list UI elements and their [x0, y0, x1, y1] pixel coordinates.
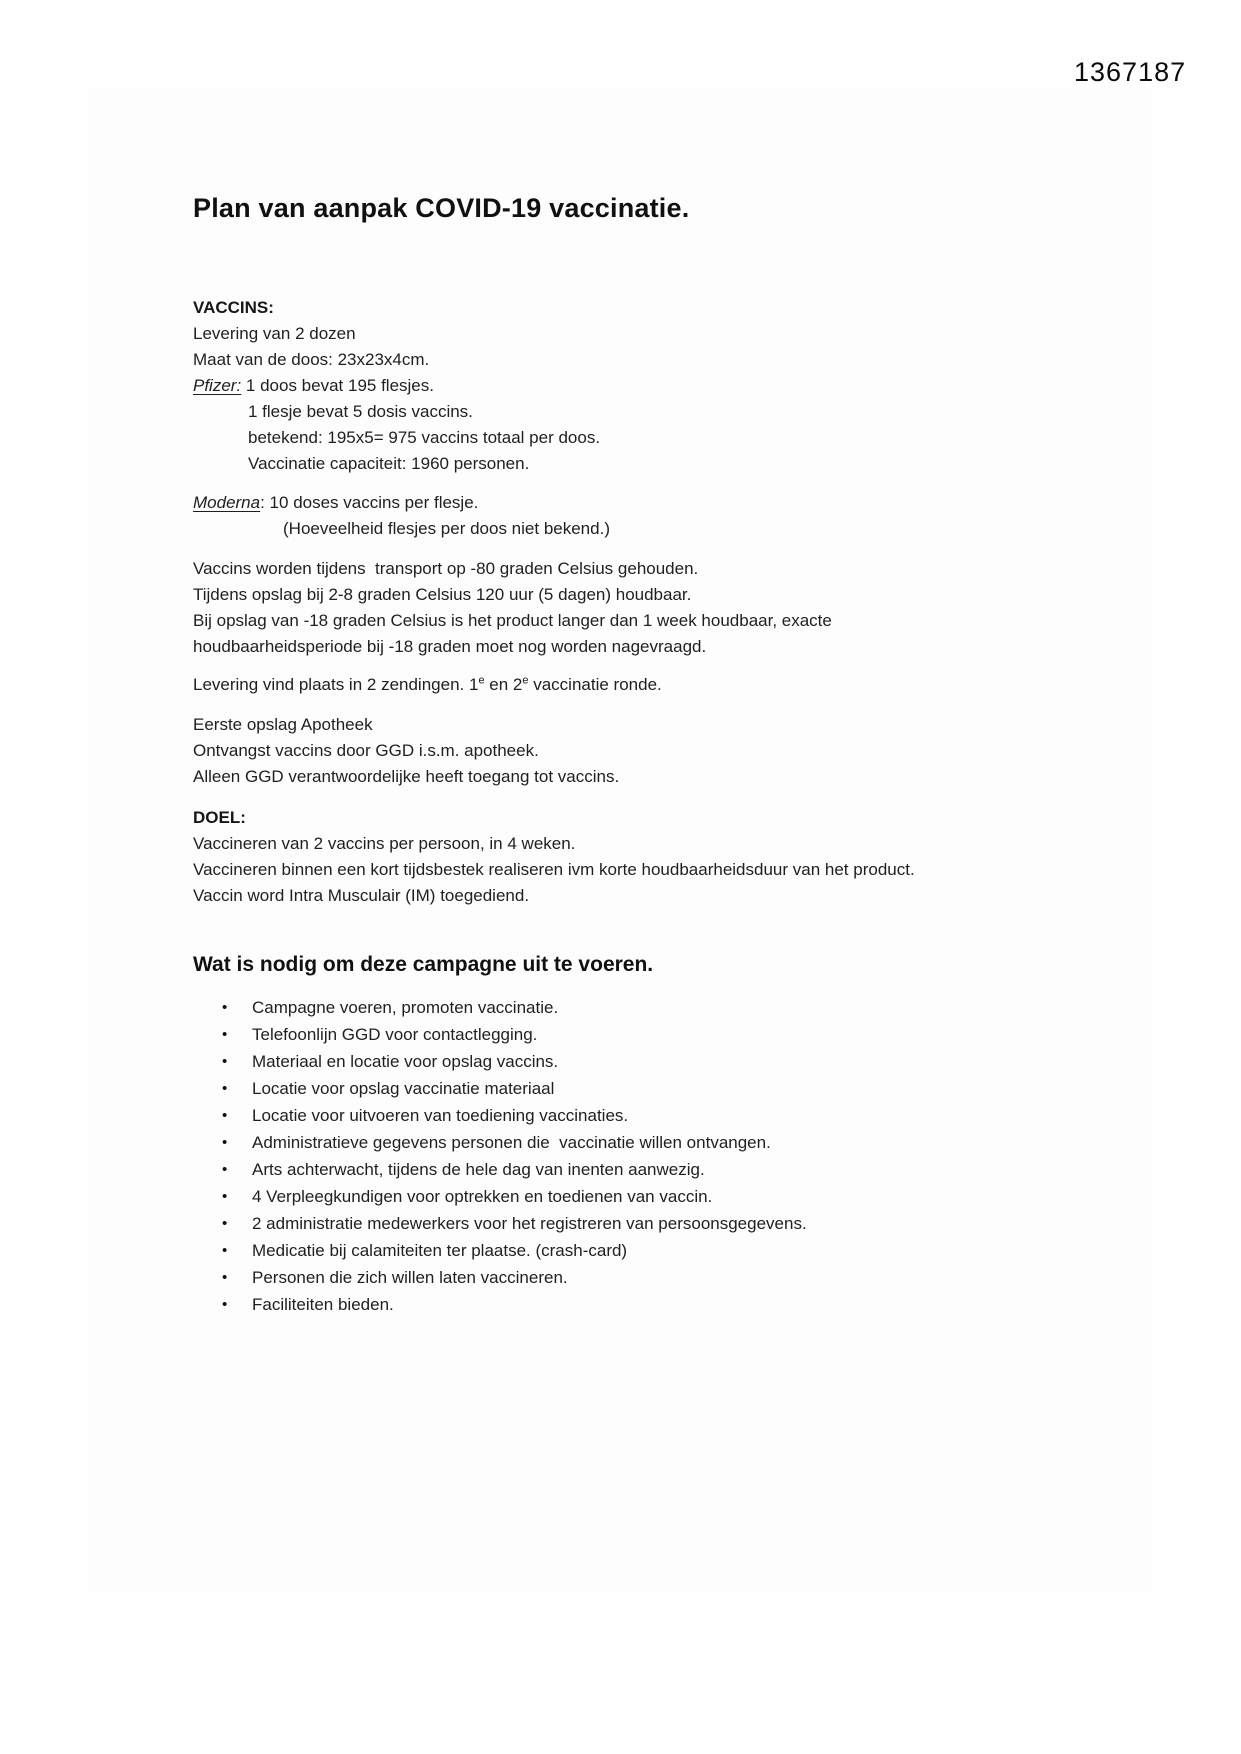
section-moderna: [193, 490, 1133, 542]
pfizer-label: Pfizer:: [193, 376, 242, 395]
delivery-text: en 2: [484, 675, 523, 694]
bullet-item: [193, 1129, 1133, 1156]
bullet-text: Locatie voor uitvoeren van toediening vaccinaties.: [252, 1106, 629, 1125]
vaccins-line: Levering van 2 dozen: [193, 324, 356, 343]
bullet-icon: •: [222, 1269, 228, 1286]
bullet-icon: •: [222, 1080, 228, 1097]
bullet-item: [193, 1156, 1133, 1183]
bullet-item: [193, 1183, 1133, 1210]
campaign-bullet-list: [193, 994, 1133, 1318]
pfizer-line: [193, 373, 1133, 399]
section-opslag: [193, 712, 1133, 790]
storage-line: Vaccins worden tijdens transport op -80 graden Celsius gehouden.: [193, 559, 699, 578]
campaign-heading: Wat is nodig om deze campagne uit te voeren.: [193, 953, 654, 976]
superscript-e: e: [522, 674, 529, 687]
moderna-label: Moderna: [193, 493, 261, 512]
delivery-text: vaccinatie ronde.: [528, 675, 662, 694]
bullet-text: Personen die zich willen laten vaccineren.: [252, 1268, 568, 1287]
bullet-text: 4 Verpleegkundigen voor optrekken en toedienen van vaccin.: [252, 1187, 713, 1206]
vaccins-heading: VACCINS:: [193, 298, 274, 317]
bullet-item: [193, 1048, 1133, 1075]
pfizer-sub-line: Vaccinatie capaciteit: 1960 personen.: [248, 454, 530, 473]
bullet-item: [193, 1264, 1133, 1291]
moderna-line: [193, 490, 1133, 516]
bullet-icon: •: [222, 1107, 228, 1124]
storage-line: Tijdens opslag bij 2-8 graden Celsius 120 uur (5 dagen) houdbaar.: [193, 585, 692, 604]
bullet-text: Administratieve gegevens personen die vaccinatie willen ontvangen.: [252, 1133, 771, 1152]
section-vaccins: [193, 295, 1133, 477]
vaccins-line: Maat van de doos: 23x23x4cm.: [193, 350, 430, 369]
delivery-line: [193, 672, 1133, 698]
bullet-text: Faciliteiten bieden.: [252, 1295, 394, 1314]
bullet-icon: •: [222, 1026, 228, 1043]
bullet-item: [193, 1102, 1133, 1129]
section-delivery: [193, 672, 1133, 698]
superscript-e: e: [478, 674, 485, 687]
opslag-line: Alleen GGD verantwoordelijke heeft toegang tot vaccins.: [193, 767, 620, 786]
doel-heading: DOEL:: [193, 808, 246, 827]
bullet-text: Arts achterwacht, tijdens de hele dag van inenten aanwezig.: [252, 1160, 705, 1179]
doel-line: Vaccineren binnen een kort tijdsbestek realiseren ivm korte houdbaarheidsduur van het product.: [193, 860, 915, 879]
opslag-line: Eerste opslag Apotheek: [193, 715, 373, 734]
bullet-item: [193, 1021, 1133, 1048]
bullet-icon: •: [222, 1134, 228, 1151]
bullet-text: Telefoonlijn GGD voor contactlegging.: [252, 1025, 538, 1044]
bullet-icon: •: [222, 1161, 228, 1178]
bullet-text: Campagne voeren, promoten vaccinatie.: [252, 998, 559, 1017]
storage-line: houdbaarheidsperiode bij -18 graden moet nog worden nagevraagd.: [193, 637, 707, 656]
doel-line: Vaccineren van 2 vaccins per persoon, in 4 weken.: [193, 834, 576, 853]
bullet-icon: •: [222, 1296, 228, 1313]
bullet-icon: •: [222, 1188, 228, 1205]
opslag-line: Ontvangst vaccins door GGD i.s.m. apotheek.: [193, 741, 539, 760]
pfizer-sub-line: betekend: 195x5= 975 vaccins totaal per doos.: [248, 428, 601, 447]
pfizer-sub-line: 1 flesje bevat 5 dosis vaccins.: [248, 402, 473, 421]
section-doel: [193, 805, 1133, 909]
bullet-icon: •: [222, 999, 228, 1016]
bullet-item: [193, 1291, 1133, 1318]
moderna-sub-line: (Hoeveelheid flesjes per doos niet bekend.): [283, 519, 610, 538]
bullet-item: [193, 1210, 1133, 1237]
bullet-icon: •: [222, 1053, 228, 1070]
bullet-icon: •: [222, 1215, 228, 1232]
bullet-item: [193, 1237, 1133, 1264]
bullet-icon: •: [222, 1242, 228, 1259]
bullet-text: 2 administratie medewerkers voor het registreren van persoonsgegevens.: [252, 1214, 807, 1233]
bullet-text: Medicatie bij calamiteiten ter plaatse. (crash-card): [252, 1241, 628, 1260]
bullet-item: [193, 994, 1133, 1021]
section-storage: [193, 556, 1133, 660]
pfizer-text: 1 doos bevat 195 flesjes.: [241, 376, 434, 395]
bullet-text: Materiaal en locatie voor opslag vaccins.: [252, 1052, 559, 1071]
document-content: [193, 193, 1133, 1318]
bullet-item: [193, 1075, 1133, 1102]
delivery-text: Levering vind plaats in 2 zendingen. 1: [193, 675, 479, 694]
bullet-text: Locatie voor opslag vaccinatie materiaal: [252, 1079, 555, 1098]
storage-line: Bij opslag van -18 graden Celsius is het product langer dan 1 week houdbaar, exacte: [193, 611, 832, 630]
doel-line: Vaccin word Intra Musculair (IM) toegediend.: [193, 886, 530, 905]
moderna-text: : 10 doses vaccins per flesje.: [260, 493, 479, 512]
document-reference-number: 1367187: [1074, 57, 1187, 87]
page-title: Plan van aanpak COVID-19 vaccinatie.: [193, 193, 690, 223]
